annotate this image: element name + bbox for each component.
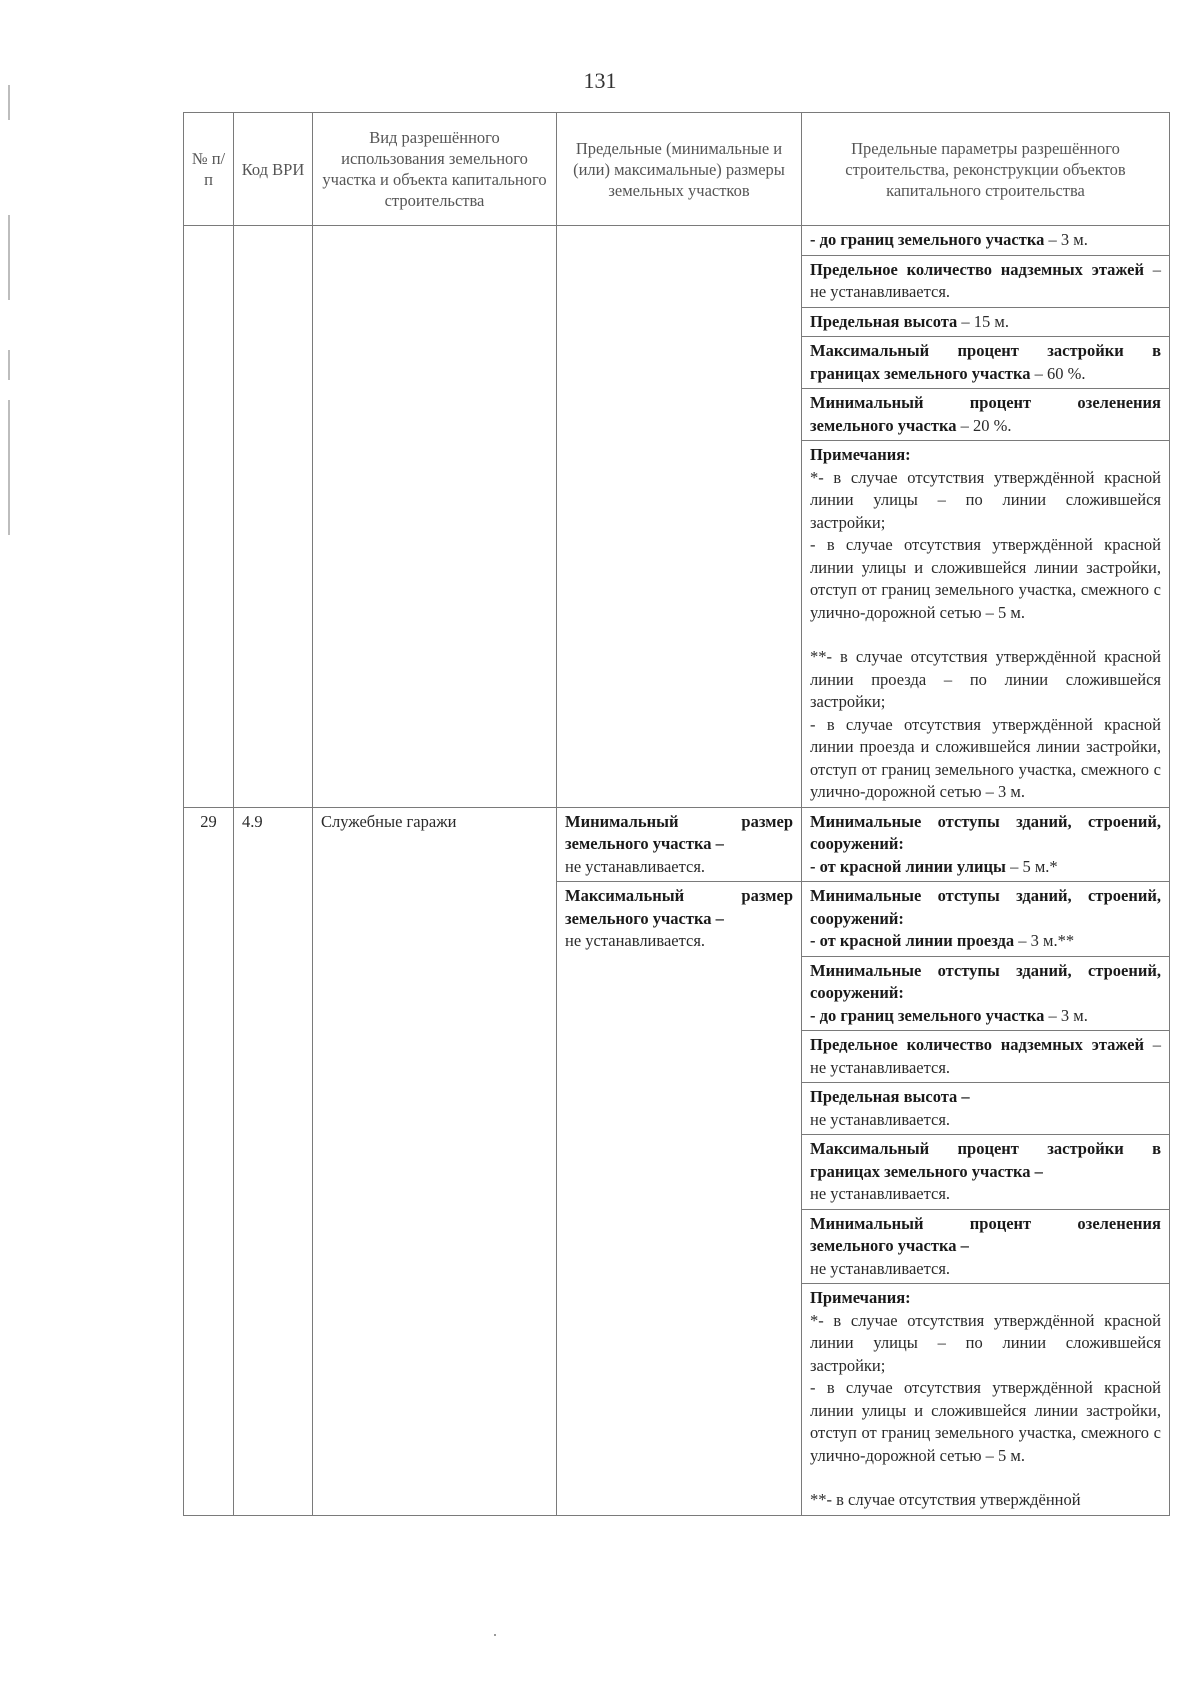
size-max-value: не устанавливается.: [565, 931, 706, 950]
table-header-row: [184, 113, 1170, 226]
param-value: не устанавливается.: [810, 1109, 951, 1129]
param-cell: [802, 226, 1170, 256]
scan-margin-mark: [8, 400, 10, 535]
note-paragraph: - в случае отсутствия утверждённой красной линии улицы и сложившейся линии застройки, отступ от границ земельного участка, смежного с улично-дорожной сетью – 5 м.: [810, 535, 1161, 622]
size-min-label: Минимальный размер земельного участка –: [565, 811, 793, 853]
param-label: Предельное количество надземных этажей: [810, 259, 1144, 279]
note-paragraph: *- в случае отсутствия утверждённой красной линии улицы – по линии сложившейся застройки;: [810, 1310, 1161, 1375]
scan-speck: [494, 1634, 496, 1636]
table-row: [184, 226, 1170, 256]
size-min-cell: [557, 807, 802, 882]
param-cell: [802, 1083, 1170, 1135]
scan-margin-mark: [8, 350, 10, 380]
param-value: – 15 м.: [957, 311, 1009, 331]
param-sublabel: - от красной линии улицы: [810, 856, 1006, 876]
param-cell: [802, 1031, 1170, 1083]
param-cell: [802, 882, 1170, 957]
param-label: Предельная высота: [810, 311, 958, 331]
size-max-label: Максимальный размер земельного участка –: [565, 886, 793, 928]
param-value: – 3 м.: [1044, 1005, 1088, 1025]
note-spacer: [810, 624, 1161, 646]
header-construction-params: Предельные параметры разрешённого строительства, реконструкции объектов капитального строительства: [802, 113, 1170, 226]
param-sublabel: - до границ земельного участка: [810, 1005, 1045, 1025]
param-cell: [802, 307, 1170, 337]
table-row: [184, 807, 1170, 882]
regulations-table: [183, 112, 1170, 1516]
param-value: – 5 м.*: [1005, 856, 1058, 876]
param-value: – 60 %.: [1030, 363, 1086, 383]
param-cell: [802, 956, 1170, 1031]
param-cell: [802, 389, 1170, 441]
header-use-type: Вид разрешённого использования земельного участка и объекта капитального строительства: [313, 113, 557, 226]
note-paragraph: *- в случае отсутствия утверждённой красной линии улицы – по линии сложившейся застройки;: [810, 467, 1161, 532]
param-cell: [802, 1135, 1170, 1210]
note-paragraph: - в случае отсутствия утверждённой красной линии проезда и сложившейся линии застройки, отступ от границ земельного участка, смежного с улично-дорожной сетью – 3 м.: [810, 714, 1161, 801]
notes-cell: [802, 441, 1170, 808]
note-paragraph: **- в случае отсутствия утверждённой: [810, 1490, 1081, 1509]
page-number: 131: [583, 68, 617, 93]
param-value: – не устанавливается.: [810, 1035, 1161, 1077]
param-value: – не устанавливается.: [810, 259, 1161, 301]
row-number: 29: [184, 807, 234, 1515]
param-value: – 3 м.: [1044, 230, 1088, 249]
scan-margin-mark: [8, 85, 10, 120]
note-paragraph: - в случае отсутствия утверждённой красной линии улицы и сложившейся линии застройки, отступ от границ земельного участка, смежного с улично-дорожной сетью – 5 м.: [810, 1378, 1161, 1465]
param-label: Минимальные отступы зданий, строений, сооружений:: [810, 960, 1161, 1002]
param-cell: [802, 255, 1170, 307]
param-label: Предельное количество надземных этажей: [810, 1035, 1144, 1054]
param-value: не устанавливается.: [810, 1258, 951, 1278]
param-value: – 3 м.**: [1014, 931, 1075, 950]
param-label: Минимальные отступы зданий, строений, сооружений:: [810, 811, 1161, 853]
cell-empty: [557, 226, 802, 808]
param-cell: [802, 1209, 1170, 1284]
size-max-cell: [557, 882, 802, 1516]
scan-margin-mark: [8, 215, 10, 300]
note-paragraph: **- в случае отсутствия утверждённой красной линии проезда – по линии сложившейся застройки;: [810, 647, 1161, 711]
header-code: Код ВРИ: [234, 113, 313, 226]
param-label: Минимальный процент озеленения земельного участка –: [810, 1213, 1161, 1255]
param-cell: [802, 337, 1170, 389]
header-number: № п/п: [184, 113, 234, 226]
header-plot-sizes: Предельные (минимальные и (или) максимальные) размеры земельных участков: [557, 113, 802, 226]
notes-title: Примечания:: [810, 445, 911, 464]
param-value: не устанавливается.: [810, 1184, 951, 1203]
row-code: 4.9: [234, 807, 313, 1515]
cell-empty: [234, 226, 313, 808]
cell-empty: [184, 226, 234, 808]
note-spacer: [810, 1467, 1161, 1489]
param-cell: [802, 807, 1170, 882]
size-min-value: не устанавливается.: [565, 856, 706, 876]
row-use-type: Служебные гаражи: [313, 807, 557, 1515]
notes-cell: [802, 1284, 1170, 1516]
param-sublabel: - от красной линии проезда: [810, 931, 1015, 950]
param-label: Максимальный процент застройки в границах земельного участка: [810, 341, 1161, 383]
cell-empty: [313, 226, 557, 808]
notes-title: Примечания:: [810, 1288, 911, 1307]
param-label: - до границ земельного участка: [810, 230, 1045, 249]
param-label: Минимальные отступы зданий, строений, сооружений:: [810, 886, 1161, 928]
param-value: – 20 %.: [956, 415, 1012, 435]
param-label: Минимальный процент озеленения земельного участка: [810, 393, 1161, 435]
param-label: Максимальный процент застройки в границах земельного участка –: [810, 1139, 1161, 1181]
param-label: Предельная высота –: [810, 1087, 970, 1106]
